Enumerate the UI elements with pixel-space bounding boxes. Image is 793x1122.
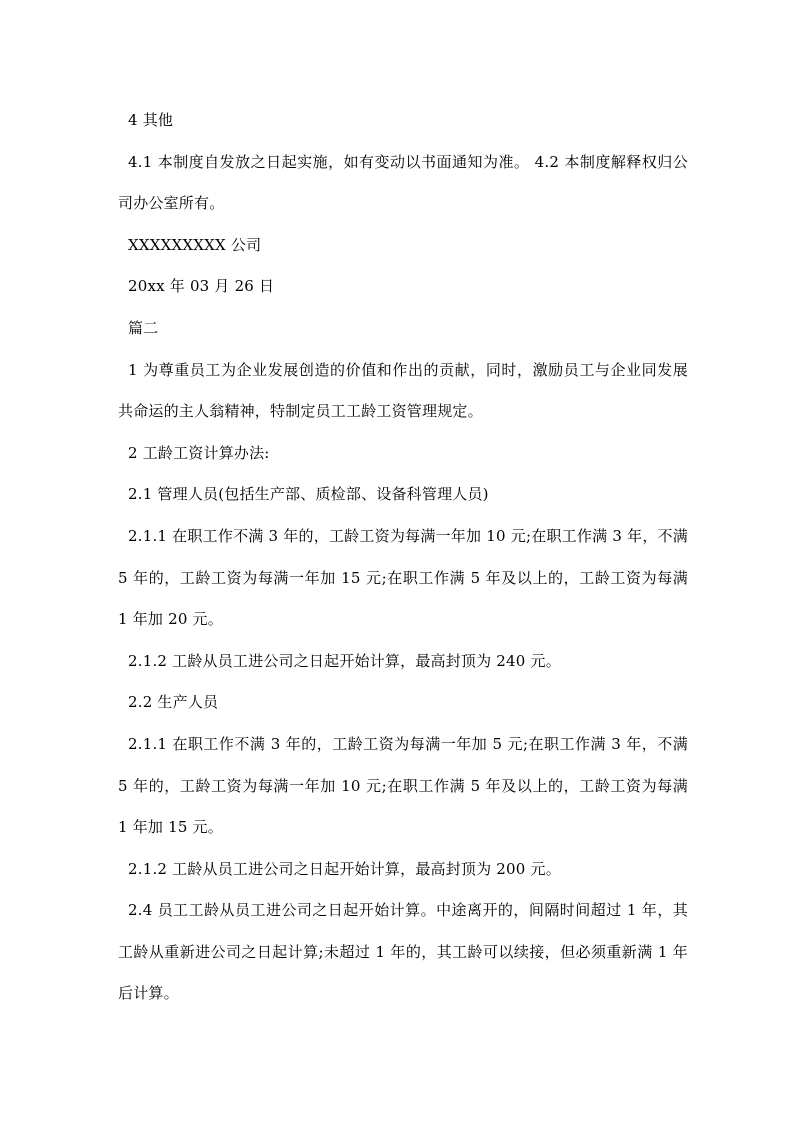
paragraph-effective-date: 4.1 本制度自发放之日起实施，如有变动以书面通知为准。 4.2 本制度解释权归公司办公室所有。 [118, 152, 688, 213]
paragraph-production-rates: 2.1.1 在职工作不满 3 年的，工龄工资为每满一年加 5 元;在职工作满 3 年，不满 5 年的，工龄工资为每满一年加 10 元;在职工作满 5 年及以上的，工龄工资为每满 1 年加 15 元。 [118, 734, 688, 837]
section-heading-management: 2.1 管理人员(包括生产部、质检部、设备科管理人员) [128, 485, 489, 504]
paragraph-seniority-rules: 2.4 员工工龄从员工进公司之日起开始计算。中途离开的，间隔时间超过 1 年，其工龄从重新进公司之日起计算;未超过 1 年的，其工龄可以续接，但必须重新满 1 年后计算。 [118, 901, 688, 1003]
document-date: 20xx 年 03 月 26 日 [128, 277, 275, 296]
company-name: XXXXXXXXX 公司 [128, 235, 262, 254]
paragraph-production-cap: 2.1.2 工龄从员工进公司之日起开始计算，最高封顶为 200 元。 [128, 859, 561, 878]
paragraph-management-rates: 2.1.1 在职工作不满 3 年的，工龄工资为每满一年加 10 元;在职工作满 3 年，不满 5 年的，工龄工资为每满一年加 15 元;在职工作满 5 年及以上的，工龄工资为每满 1 年加 20 元。 [118, 526, 688, 629]
part-two-heading: 篇二 [128, 318, 159, 337]
paragraph-purpose: 1 为尊重员工为企业发展创造的价值和作出的贡献，同时，激励员工与企业同发展共命运的主人翁精神，特制定员工工龄工资管理规定。 [118, 360, 688, 421]
section-heading-calculation: 2 工龄工资计算办法: [128, 443, 270, 462]
paragraph-management-cap: 2.1.2 工龄从员工进公司之日起开始计算，最高封顶为 240 元。 [128, 651, 561, 670]
section-heading-production: 2.2 生产人员 [128, 693, 219, 712]
section-heading-other: 4 其他 [128, 111, 174, 129]
document-body [118, 100, 688, 1015]
